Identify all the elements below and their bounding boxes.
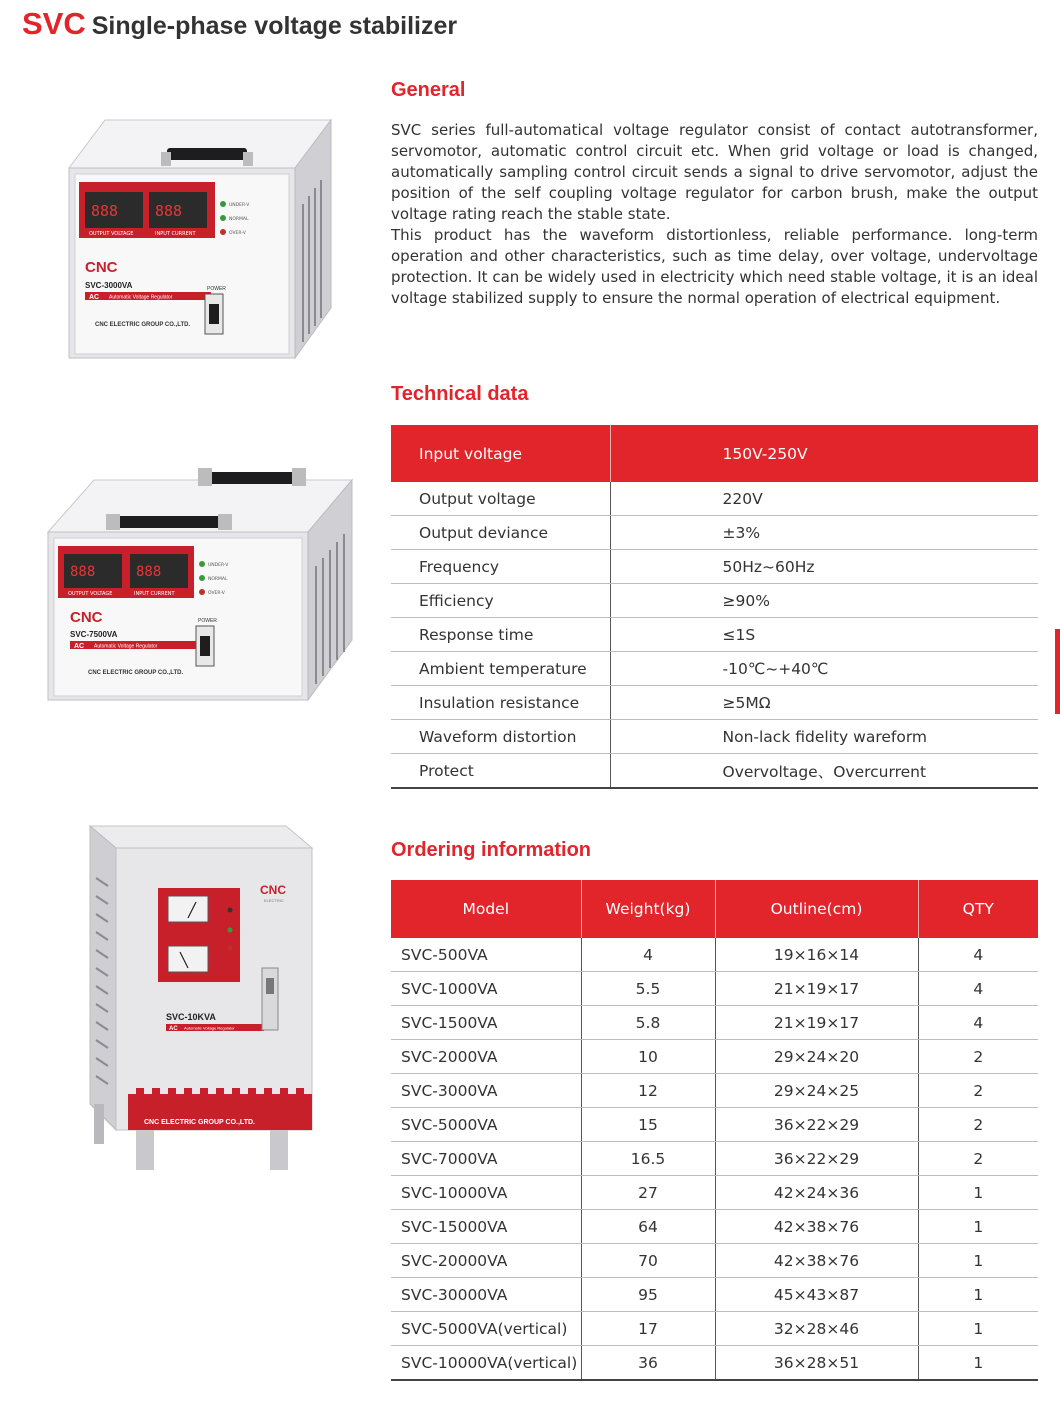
qty-cell: 4 xyxy=(918,1006,1038,1040)
technical-header-param: Input voltage xyxy=(391,425,610,482)
model-label: SVC-3000VA xyxy=(85,281,133,290)
model-cell: SVC-10000VA(vertical) xyxy=(391,1346,581,1381)
table-row xyxy=(391,652,1038,686)
param-cell: Protect xyxy=(391,754,610,789)
led-label-over: OVER-V xyxy=(229,231,246,236)
outline-cell: 29×24×25 xyxy=(715,1074,918,1108)
weight-cell: 10 xyxy=(581,1040,715,1074)
column-header-outline: Outline(cm) xyxy=(715,880,918,938)
weight-cell: 15 xyxy=(581,1108,715,1142)
model-cell: SVC-1000VA xyxy=(391,972,581,1006)
qty-cell: 2 xyxy=(918,1040,1038,1074)
regulator-desc: Automatic Voltage Regulator xyxy=(184,1025,235,1031)
table-row xyxy=(391,1176,1038,1210)
weight-cell: 4 xyxy=(581,938,715,972)
weight-cell: 70 xyxy=(581,1244,715,1278)
input-current-label: INPUT CURRENT xyxy=(155,231,196,237)
param-cell: Insulation resistance xyxy=(391,686,610,720)
weight-cell: 5.5 xyxy=(581,972,715,1006)
product-image-svc-7500va xyxy=(38,462,358,707)
table-row xyxy=(391,584,1038,618)
param-cell: Response time xyxy=(391,618,610,652)
weight-cell: 16.5 xyxy=(581,1142,715,1176)
weight-cell: 12 xyxy=(581,1074,715,1108)
model-cell: SVC-30000VA xyxy=(391,1278,581,1312)
qty-cell: 1 xyxy=(918,1176,1038,1210)
meter-digits: 888 xyxy=(155,202,183,220)
weight-cell: 27 xyxy=(581,1176,715,1210)
cnc-logo: CNC xyxy=(260,883,286,897)
technical-header-row xyxy=(391,425,1038,482)
outline-cell: 36×22×29 xyxy=(715,1142,918,1176)
qty-cell: 2 xyxy=(918,1108,1038,1142)
ordering-header-row xyxy=(391,880,1038,938)
model-cell: SVC-7000VA xyxy=(391,1142,581,1176)
param-cell: Output deviance xyxy=(391,516,610,550)
model-cell: SVC-5000VA(vertical) xyxy=(391,1312,581,1346)
ac-label: AC xyxy=(169,1026,178,1032)
technical-heading: Technical data xyxy=(391,383,529,405)
outline-cell: 45×43×87 xyxy=(715,1278,918,1312)
meter-digits: 888 xyxy=(91,202,119,220)
value-cell: ≥90% xyxy=(610,584,1038,618)
param-cell: Frequency xyxy=(391,550,610,584)
param-cell: Output voltage xyxy=(391,482,610,516)
outline-cell: 42×38×76 xyxy=(715,1244,918,1278)
table-row xyxy=(391,938,1038,972)
weight-cell: 64 xyxy=(581,1210,715,1244)
table-row xyxy=(391,1040,1038,1074)
table-row xyxy=(391,1346,1038,1381)
input-current-label: INPUT CURRENT xyxy=(134,591,175,597)
model-cell: SVC-20000VA xyxy=(391,1244,581,1278)
model-cell: SVC-10000VA xyxy=(391,1176,581,1210)
led-label-under: UNDER-V xyxy=(208,563,229,568)
model-cell: SVC-2000VA xyxy=(391,1040,581,1074)
outline-cell: 36×22×29 xyxy=(715,1108,918,1142)
ordering-heading: Ordering information xyxy=(391,839,591,861)
table-row xyxy=(391,516,1038,550)
outline-cell: 32×28×46 xyxy=(715,1312,918,1346)
model-cell: SVC-5000VA xyxy=(391,1108,581,1142)
value-cell: -10℃~+40℃ xyxy=(610,652,1038,686)
led-label-under: UNDER-V xyxy=(229,203,250,208)
model-cell: SVC-1500VA xyxy=(391,1006,581,1040)
cnc-logo-sub: ELECTRIC xyxy=(264,898,284,903)
table-row xyxy=(391,1108,1038,1142)
model-label: SVC-7500VA xyxy=(70,630,118,639)
model-cell: SVC-3000VA xyxy=(391,1074,581,1108)
outline-cell: 36×28×51 xyxy=(715,1346,918,1381)
outline-cell: 29×24×20 xyxy=(715,1040,918,1074)
meter-digits: 888 xyxy=(70,564,96,580)
regulator-desc: Automatic Voltage Regulator xyxy=(94,643,158,650)
column-header-qty: QTY xyxy=(918,880,1038,938)
general-heading: General xyxy=(391,79,466,101)
general-paragraph-1: SVC series full-automatical voltage regulator consist of contact autotransformer, servomotor, automatic control circuit etc. When grid voltage or load is changed, automatically sampling control circuit sends a signal to drive servomotor, adjust the position of the self coupling voltage regulator for carbon brush, make the output voltage rating reach the stable state. xyxy=(391,121,1038,223)
company-label: CNC ELECTRIC GROUP CO.,LTD. xyxy=(88,670,184,676)
ac-label: AC xyxy=(74,643,85,650)
led-label-over: OVER-V xyxy=(208,591,225,596)
table-row xyxy=(391,1278,1038,1312)
product-image-svc-3000va xyxy=(55,112,345,364)
table-row xyxy=(391,1006,1038,1040)
led-label-normal: NORMAL xyxy=(208,577,228,582)
param-cell: Efficiency xyxy=(391,584,610,618)
model-cell: SVC-500VA xyxy=(391,938,581,972)
weight-cell: 36 xyxy=(581,1346,715,1381)
table-row xyxy=(391,482,1038,516)
table-row xyxy=(391,720,1038,754)
product-image-svc-10kva xyxy=(80,818,320,1178)
table-row xyxy=(391,972,1038,1006)
qty-cell: 4 xyxy=(918,972,1038,1006)
regulator-desc: Automatic Voltage Regulator xyxy=(109,294,173,301)
value-cell: ±3% xyxy=(610,516,1038,550)
outline-cell: 42×24×36 xyxy=(715,1176,918,1210)
output-voltage-label: OUTPUT VOLTAGE xyxy=(68,591,113,597)
outline-cell: 42×38×76 xyxy=(715,1210,918,1244)
qty-cell: 1 xyxy=(918,1278,1038,1312)
output-voltage-label: OUTPUT VOLTAGE xyxy=(89,231,134,237)
power-label: POWER xyxy=(198,618,217,624)
table-row xyxy=(391,618,1038,652)
table-row xyxy=(391,754,1038,789)
qty-cell: 1 xyxy=(918,1244,1038,1278)
company-label: CNC ELECTRIC GROUP CO.,LTD. xyxy=(95,322,191,328)
table-row xyxy=(391,686,1038,720)
model-cell: SVC-15000VA xyxy=(391,1210,581,1244)
ac-label: AC xyxy=(89,294,100,301)
table-row xyxy=(391,1074,1038,1108)
title-brand: SVC xyxy=(22,6,86,41)
model-label: SVC-10KVA xyxy=(166,1012,216,1022)
table-row xyxy=(391,1210,1038,1244)
general-paragraph-2: This product has the waveform distortionless, reliable performance. long-term operation and other characteristics, such as time delay, over voltage, undervoltage protection. It can be widely used in electricity which need stable voltage, it is an ideal voltage stabilized supply to ensure the normal operation of electrical equipment. xyxy=(391,226,1038,307)
outline-cell: 21×19×17 xyxy=(715,972,918,1006)
table-row xyxy=(391,1312,1038,1346)
qty-cell: 1 xyxy=(918,1210,1038,1244)
value-cell: Non-lack fidelity wareform xyxy=(610,720,1038,754)
page-title xyxy=(22,6,457,42)
table-row xyxy=(391,1244,1038,1278)
weight-cell: 95 xyxy=(581,1278,715,1312)
ordering-table xyxy=(391,880,1038,1381)
technical-header-value: 150V-250V xyxy=(610,425,1038,482)
table-row xyxy=(391,1142,1038,1176)
qty-cell: 1 xyxy=(918,1312,1038,1346)
column-header-weight: Weight(kg) xyxy=(581,880,715,938)
qty-cell: 2 xyxy=(918,1142,1038,1176)
weight-cell: 17 xyxy=(581,1312,715,1346)
qty-cell: 1 xyxy=(918,1346,1038,1381)
cnc-logo: CNC xyxy=(70,609,103,626)
weight-cell: 5.8 xyxy=(581,1006,715,1040)
value-cell: ≤1S xyxy=(610,618,1038,652)
led-label-normal: NORMAL xyxy=(229,217,249,222)
param-cell: Waveform distortion xyxy=(391,720,610,754)
company-label: CNC ELECTRIC GROUP CO.,LTD. xyxy=(144,1119,255,1126)
technical-table xyxy=(391,425,1038,789)
power-label: POWER xyxy=(207,286,226,292)
value-cell: Overvoltage、Overcurrent xyxy=(610,754,1038,789)
outline-cell: 19×16×14 xyxy=(715,938,918,972)
qty-cell: 4 xyxy=(918,938,1038,972)
value-cell: 50Hz~60Hz xyxy=(610,550,1038,584)
value-cell: ≥5MΩ xyxy=(610,686,1038,720)
value-cell: 220V xyxy=(610,482,1038,516)
column-header-model: Model xyxy=(391,880,581,938)
qty-cell: 2 xyxy=(918,1074,1038,1108)
param-cell: Ambient temperature xyxy=(391,652,610,686)
side-tab-marker xyxy=(1055,629,1060,714)
meter-digits: 888 xyxy=(136,564,162,580)
cnc-logo: CNC xyxy=(85,259,118,276)
table-row xyxy=(391,550,1038,584)
outline-cell: 21×19×17 xyxy=(715,1006,918,1040)
title-subtitle: Single-phase voltage stabilizer xyxy=(91,12,458,40)
